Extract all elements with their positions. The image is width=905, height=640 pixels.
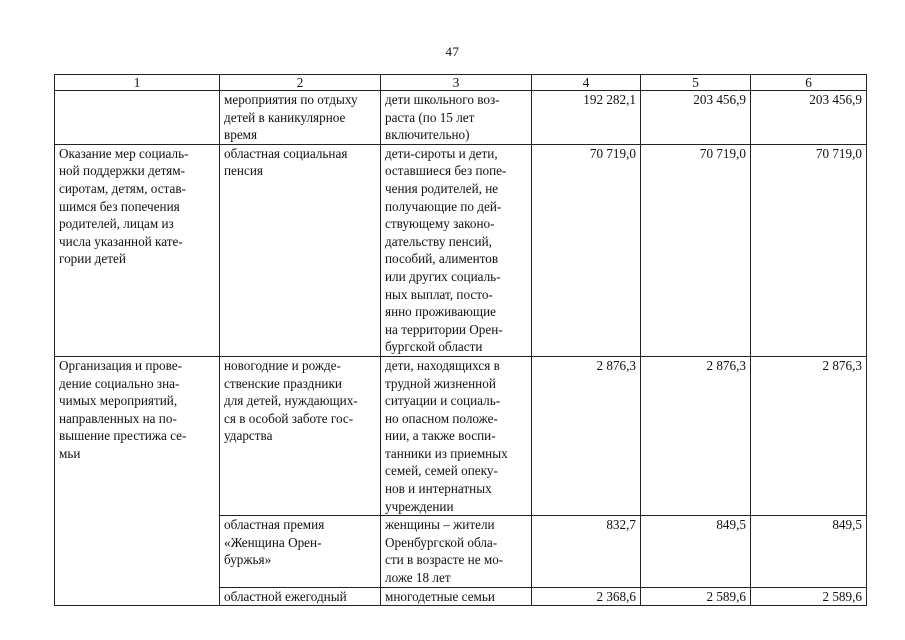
- cell-line: ся в особой заботе гос-: [224, 410, 354, 426]
- cell-line: дение социально зна-: [59, 375, 180, 391]
- header-row: [55, 75, 867, 91]
- cell-line: дети, находящихся в: [385, 357, 500, 373]
- cell-line: ственские праздники: [224, 375, 342, 391]
- column-header-3: 3: [381, 75, 532, 91]
- column-header-2: 2: [220, 75, 381, 91]
- measure-cell: [220, 516, 381, 587]
- cell-line: Оренбургской обла-: [385, 534, 498, 550]
- amount-col6: 2 876,3: [751, 356, 867, 515]
- recipient-cell: [381, 356, 532, 515]
- activity-cell: [55, 144, 220, 356]
- activity-cell: [55, 91, 220, 145]
- amount-col4: 192 282,1: [532, 91, 641, 145]
- cell-line: родителей, лицам из: [59, 216, 174, 232]
- cell-line: многодетные семьи: [385, 588, 495, 604]
- cell-line: включительно): [385, 127, 470, 143]
- table-row: [55, 144, 867, 356]
- cell-line: бургской области: [385, 339, 483, 355]
- amount-col4: 70 719,0: [532, 144, 641, 356]
- amount-col5: 2 589,6: [641, 587, 751, 606]
- cell-line: или других социаль-: [385, 268, 501, 284]
- page-number: 47: [445, 44, 460, 59]
- amount-col5: 849,5: [641, 516, 751, 587]
- cell-line: вышение престижа се-: [59, 428, 187, 444]
- column-header-4: 4: [532, 75, 641, 91]
- cell-line: нов и интернатных: [385, 481, 492, 497]
- recipient-cell: [381, 516, 532, 587]
- cell-line: ных выплат, посто-: [385, 286, 493, 302]
- cell-line: время: [224, 127, 258, 143]
- cell-line: женщины – жители: [385, 517, 495, 533]
- measure-cell: [220, 91, 381, 145]
- cell-line: для детей, нуждающих-: [224, 393, 358, 409]
- cell-line: танники из приемных: [385, 445, 508, 461]
- cell-line: сиротам, детям, остав-: [59, 180, 186, 196]
- cell-line: шимся без попечения: [59, 198, 180, 214]
- cell-line: Организация и прове-: [59, 357, 183, 373]
- cell-line: янно проживающие: [385, 304, 496, 320]
- cell-line: чимых мероприятий,: [59, 393, 178, 409]
- measure-cell: [220, 144, 381, 356]
- cell-line: семей, семей опеку-: [385, 463, 498, 479]
- cell-line: ствующему законо-: [385, 216, 495, 232]
- cell-line: гории детей: [59, 251, 126, 267]
- cell-line: направленных на по-: [59, 410, 177, 426]
- cell-line: оставшиеся без попе-: [385, 163, 507, 179]
- amount-col4: 2 876,3: [532, 356, 641, 515]
- amount-col6: 203 456,9: [751, 91, 867, 145]
- recipient-cell: [381, 587, 532, 606]
- cell-line: дети-сироты и дети,: [385, 145, 498, 161]
- cell-line: но опасном положе-: [385, 410, 498, 426]
- cell-line: дательству пенсий,: [385, 233, 492, 249]
- column-header-5: 5: [641, 75, 751, 91]
- amount-col4: 832,7: [532, 516, 641, 587]
- cell-line: учреждении: [385, 498, 454, 514]
- cell-line: чения родителей, не: [385, 180, 499, 196]
- cell-line: «Женщина Орен-: [224, 534, 322, 550]
- cell-line: Оказание мер социаль-: [59, 145, 189, 161]
- table-row: [55, 91, 867, 145]
- cell-line: трудной жизненной: [385, 375, 496, 391]
- recipient-cell: [381, 91, 532, 145]
- cell-line: детей в каникулярное: [224, 109, 346, 125]
- amount-col5: 2 876,3: [641, 356, 751, 515]
- cell-line: буржья»: [224, 552, 272, 568]
- cell-line: ной поддержки детям-: [59, 163, 185, 179]
- cell-line: областная социальная: [224, 145, 348, 161]
- cell-line: на территории Орен-: [385, 321, 503, 337]
- cell-line: раста (по 15 лет: [385, 109, 475, 125]
- cell-line: мьи: [59, 445, 81, 461]
- amount-col6: 70 719,0: [751, 144, 867, 356]
- cell-line: получающие по дей-: [385, 198, 502, 214]
- cell-line: числа указанной кате-: [59, 233, 183, 249]
- budget-table: [54, 74, 867, 606]
- activity-cell: [55, 356, 220, 605]
- cell-line: сти в возрасте не мо-: [385, 552, 504, 568]
- recipient-cell: [381, 144, 532, 356]
- cell-line: ударства: [224, 428, 273, 444]
- cell-line: областной ежегодный: [224, 588, 347, 604]
- cell-line: ложе 18 лет: [385, 570, 451, 586]
- cell-line: мероприятия по отдыху: [224, 92, 358, 107]
- amount-col6: 849,5: [751, 516, 867, 587]
- measure-cell: [220, 587, 381, 606]
- cell-line: новогодние и рожде-: [224, 357, 341, 373]
- measure-cell: [220, 356, 381, 515]
- column-header-1: 1: [55, 75, 220, 91]
- amount-col6: 2 589,6: [751, 587, 867, 606]
- cell-line: дети школьного воз-: [385, 92, 500, 107]
- cell-line: пособий, алиментов: [385, 251, 499, 267]
- column-header-6: 6: [751, 75, 867, 91]
- amount-col5: 70 719,0: [641, 144, 751, 356]
- cell-line: нии, а также воспи-: [385, 428, 496, 444]
- table-row: [55, 356, 867, 515]
- cell-line: ситуации и социаль-: [385, 393, 501, 409]
- cell-line: областная премия: [224, 517, 325, 533]
- amount-col4: 2 368,6: [532, 587, 641, 606]
- cell-line: пенсия: [224, 163, 263, 179]
- amount-col5: 203 456,9: [641, 91, 751, 145]
